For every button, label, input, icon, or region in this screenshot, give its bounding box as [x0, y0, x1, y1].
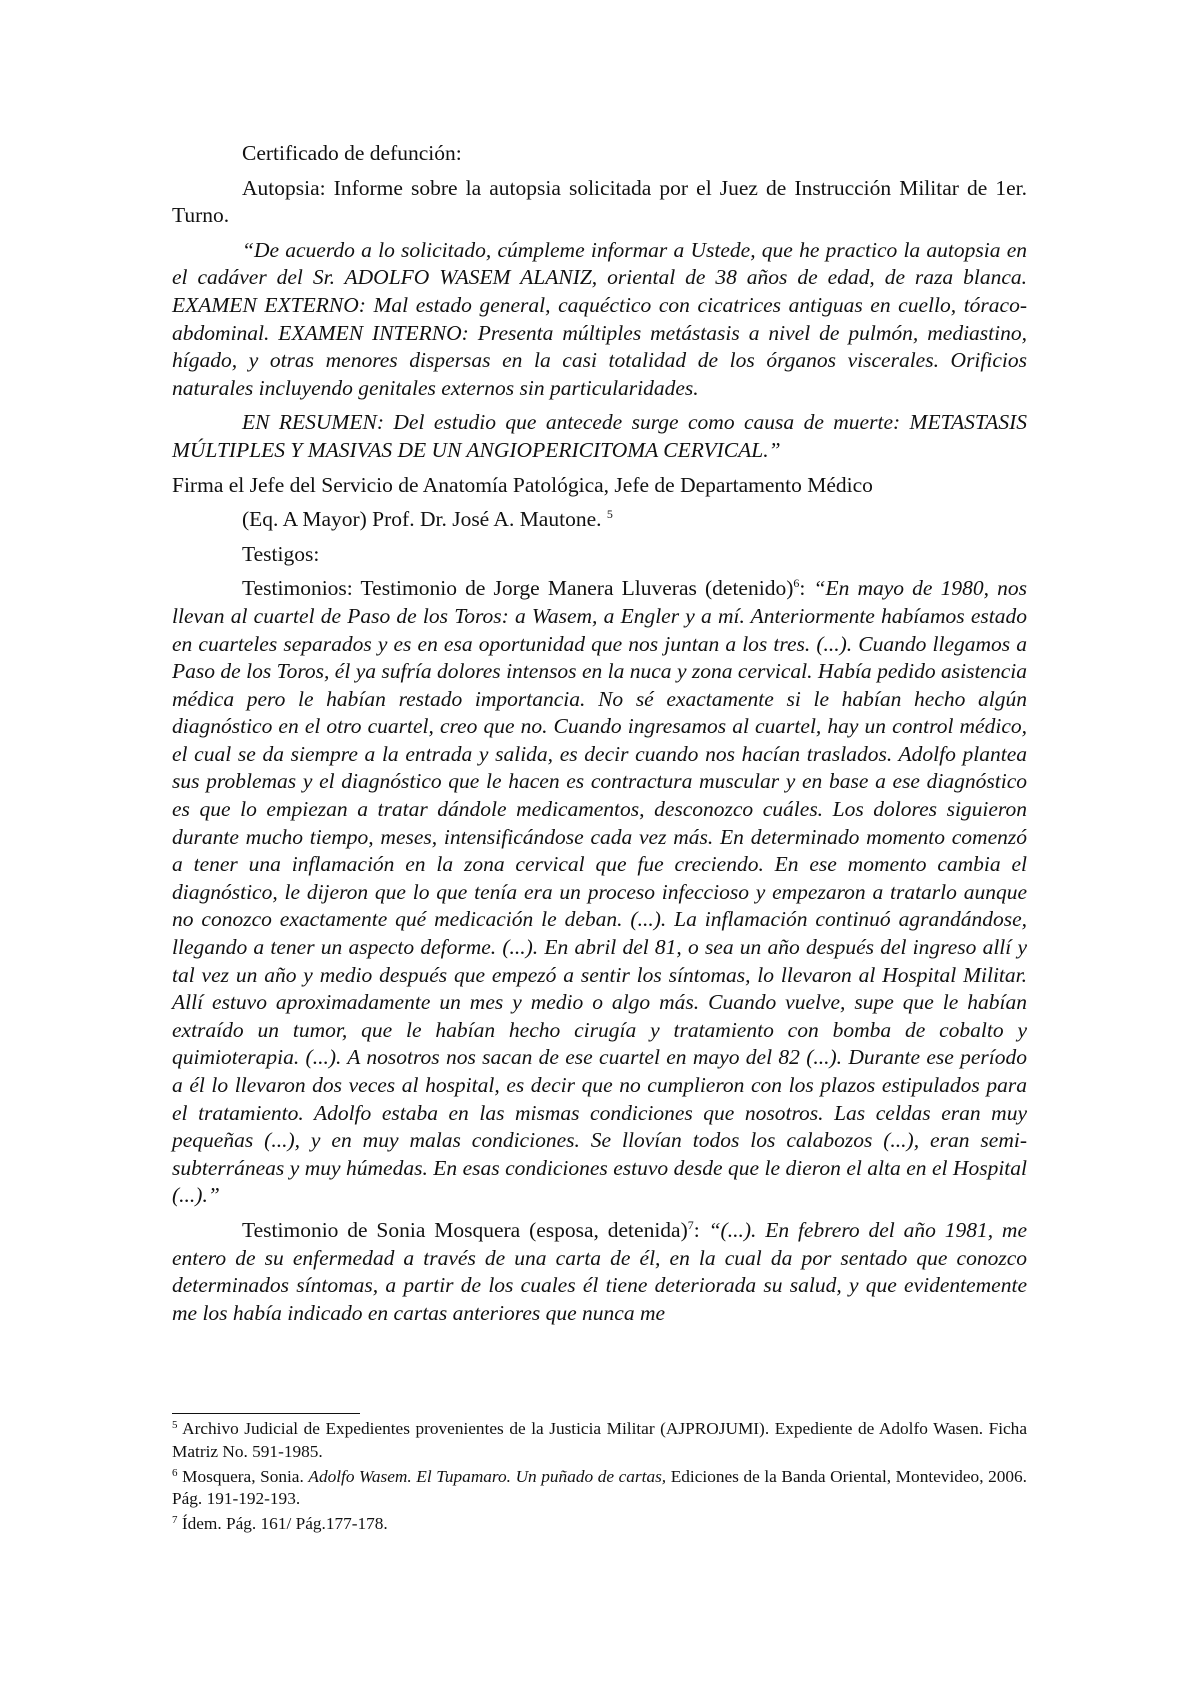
footnote-ref-6: 6 [793, 576, 800, 591]
footnote-5-text: Archivo Judicial de Expedientes provenientes de la Justicia Militar (AJPROJUMI). Expediente de Adolfo Wasen. Ficha Matriz No. 591-1985. [172, 1419, 1027, 1461]
footnote-6-author: Mosquera, Sonia. [182, 1466, 309, 1486]
footnote-5-number: 5 [172, 1419, 178, 1431]
testimony-manera-lead: Testimonios: Testimonio de Jorge Manera Lluveras (detenido) [242, 576, 794, 601]
paragraph-testimony-manera [172, 575, 1027, 1210]
paragraph-death-certificate: Certificado de defunción: [242, 141, 462, 165]
testimony-manera-colon: : [799, 576, 814, 601]
signatory-text: (Eq. A Mayor) Prof. Dr. José A. Mautone. [242, 507, 602, 532]
paragraph-signature: Firma el Jefe del Servicio de Anatomía Patológica, Jefe de Departamento Médico [172, 472, 873, 497]
paragraph-autopsy-report-quote: “De acuerdo a lo solicitado, cúmpleme informar a Ustede, que he practico la autopsia en el cadáver del Sr. ADOLFO WASEM ALANIZ, oriental de 38 años de edad, de raza blanca. EXAMEN EXTERNO: Mal estado general, caquéctico con cicatrices antiguas en cuello, tóraco- abdominal. EXAMEN INTERNO: Presenta múltiples metástasis a nivel de pulmón, mediastino, hígado, y otras menores dispersas en la casi totalidad de los órganos viscerales. Orificios naturales incluyendo genitales externos sin particularidades. [172, 237, 1027, 400]
footnote-7 [172, 1513, 1027, 1536]
paragraph-signatory [172, 506, 1027, 534]
footnote-7-number: 7 [172, 1514, 178, 1527]
footnote-separator [172, 1413, 360, 1414]
paragraph-autopsy-summary: EN RESUMEN: Del estudio que antecede surge como causa de muerte: METASTASIS MÚLTIPLES Y MASIVAS DE UN ANGIOPERICITOMA CERVICAL.” [172, 410, 1027, 462]
footnote-6-publisher: Ediciones de la Banda Oriental, Montevideo, 2006. Pág. 191-192-193. [172, 1466, 1027, 1509]
document-body [172, 140, 1027, 1327]
testimony-mosquera-lead: Testimonio de Sonia Mosquera (esposa, detenida) [242, 1217, 688, 1242]
footnote-ref-7: 7 [687, 1217, 694, 1232]
footnote-ref-5: 5 [606, 507, 613, 522]
footnotes [172, 1418, 1027, 1538]
footnote-6 [172, 1466, 1027, 1512]
paragraph-witnesses: Testigos: [242, 541, 320, 566]
footnote-5 [172, 1418, 1027, 1464]
testimony-mosquera-quote: “(...). En febrero del año 1981, me entero de su enfermedad a través de una carta de él, en la cual da por sentado que conozco determinados síntomas, a partir de los cuales él tiene deteriorada su salud, y que evidentemente me los había indicado en cartas anteriores que nunca me [172, 1217, 1027, 1325]
paragraph-testimony-mosquera [172, 1217, 1027, 1327]
footnote-6-number: 6 [172, 1466, 178, 1479]
paragraph-autopsy-heading: Autopsia: Informe sobre la autopsia solicitada por el Juez de Instrucción Militar de 1er. Turno. [172, 175, 1027, 228]
testimony-manera-quote: “En mayo de 1980, nos llevan al cuartel de Paso de los Toros: a Wasem, a Engler y a mí. Anteriormente habíamos estado en cuarteles separados y es en esa oportunidad que nos juntan a los tres. (...). Cuando llegamos a Paso de los Toros, él ya sufría dolores intensos en la nuca y zona cervical. Había pedido asistencia médica pero le habían restado importancia. No sé exactamente si le habían hecho algún diagnóstico en el otro cuartel, creo que no. Cuando ingresamos al cuartel, hay un control médico, el cual se da siempre a la entrada y salida, es decir cuando nos hacían traslados. Adolfo plantea sus problemas y el diagnóstico que le hacen es contractura muscular y en base a ese diagnóstico es que lo empiezan a tratar dándole medicamentos, desconozco cuáles. Los dolores siguieron durante mucho tiempo, meses, intensificándose cada vez más. En determinado momento comenzó a tener una inflamación en la zona cervical que fue creciendo. En ese momento cambia el diagnóstico, le dijeron que lo que tenía era un proceso infeccioso y empezaron a tratarlo aunque no conozco exactamente qué medicación le deban. (...). La inflamación continuó agrandándose, llegando a tener un aspecto deforme. (...). En abril del 81, o sea un año después del ingreso allí y tal vez un año y medio después que empezó a sentir los síntomas, lo llevaron al Hospital Militar. Allí estuvo aproximadamente un mes y medio o algo más. Cuando vuelve, supe que le habían extraído un tumor, que le habían hecho cirugía y tratamiento con bomba de cobalto y quimioterapia. (...). A nosotros nos sacan de ese cuartel en mayo del 82 (...). Durante ese período a él lo llevaron dos veces al hospital, es decir que no cumplieron con los plazos estipulados para el tratamiento. Adolfo estaba en las mismas condiciones que nosotros. Las celdas eran muy pequeñas (...), y en muy malas condiciones. Se llovían todos los calabozos (...), eran semi-subterráneas y muy húmedas. En esas condiciones estuvo desde que le dieron el alta en el Hospital (...).” [172, 576, 1027, 1208]
footnote-6-title: Adolfo Wasem. El Tupamaro. Un puñado de cartas, [308, 1466, 667, 1486]
testimony-mosquera-colon: : [693, 1217, 709, 1242]
footnote-7-text: Ídem. Pág. 161/ Pág.177-178. [181, 1514, 388, 1534]
